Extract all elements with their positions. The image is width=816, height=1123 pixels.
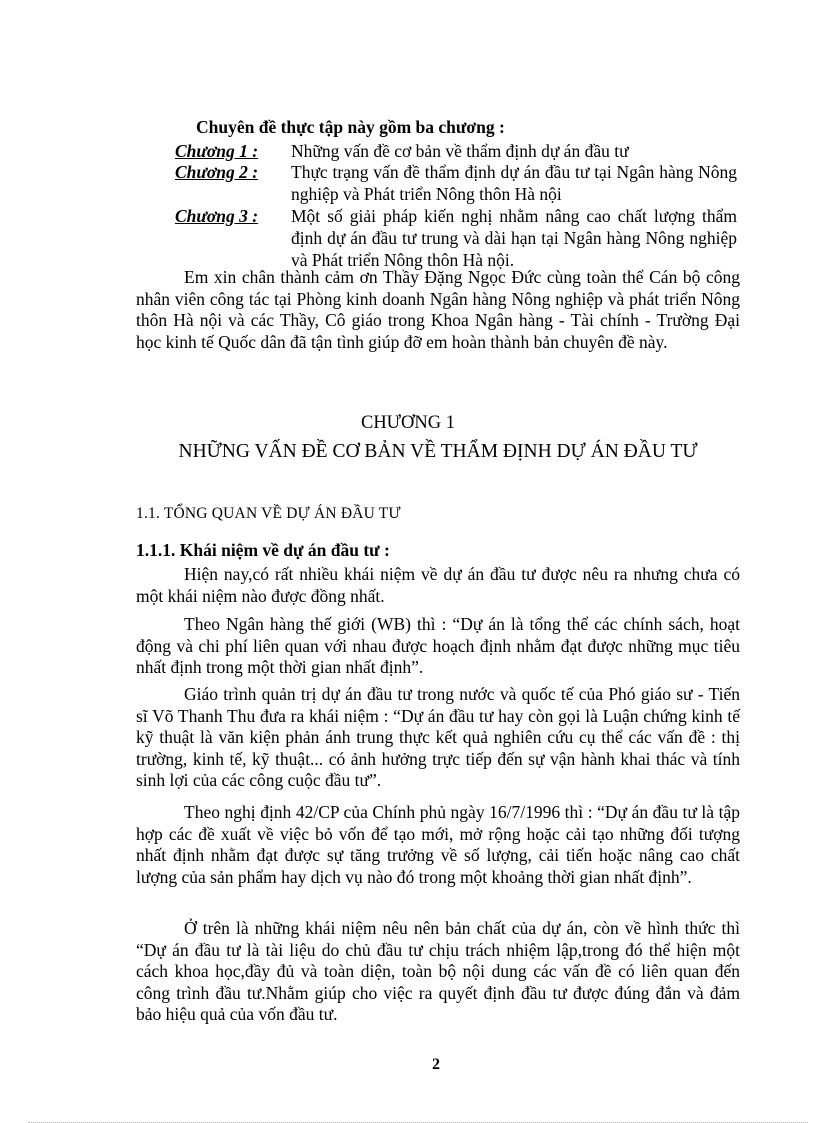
chapter-list-item — [175, 140, 745, 162]
body-paragraph: Hiện nay,có rất nhiều khái niệm về dự án đầu tư được nêu ra nhưng chưa có một khái niệm nào được đồng nhất. — [136, 564, 740, 606]
chapter-list-item — [175, 205, 745, 271]
body-paragraph: Theo nghị định 42/CP của Chính phủ ngày 16/7/1996 thì : “Dự án đầu tư là tập hợp các đề xuất về việc bỏ vốn để tạo mới, mở rộng hoặc cải tạo những đối tượng nhất định nhằm đạt được sự tăng trưởng về số lượng, cải tiến hoặc nâng cao chất lượng của sản phẩm hay dịch vụ nào đó trong một khoảng thời gian nhất định”. — [136, 802, 740, 887]
chapter-subtitle: NHỮNG VẤN ĐỀ CƠ BẢN VỀ THẨM ĐỊNH DỰ ÁN ĐẦU TƯ — [178, 441, 698, 462]
page-number: 2 — [432, 1056, 440, 1073]
body-paragraph: Ở trên là những khái niệm nêu nên bản chất của dự án, còn về hình thức thì “Dự án đầu tư là tài liệu do chủ đầu tư chịu trách nhiệm lập,trong đó thể hiện một cách khoa học,đầy đủ và toàn diện, toàn bộ nội dung các vấn đề có liên quan đến công trình đầu tư.Nhằm giúp cho việc ra quyết định đầu tư được đúng đắn và đảm bảo hiệu quả của vốn đầu tư. — [136, 918, 740, 1025]
chapter-description: Thực trạng vấn đề thẩm định dự án đầu tư tại Ngân hàng Nông nghiệp và Phát triển Nông thôn Hà nội — [291, 162, 737, 204]
body-paragraph: Theo Ngân hàng thế giới (WB) thì : “Dự án là tổng thể các chính sách, hoạt động và chi phí liên quan với nhau được hoạch định nhằm đạt được những mục tiêu nhất định trong một thời gian nhất định”. — [136, 614, 740, 678]
acknowledgement-paragraph: Em xin chân thành cảm ơn Thầy Đặng Ngọc Đức cùng toàn thể Cán bộ công nhân viên công tác tại Phòng kinh doanh Ngân hàng Nông nghiệp và phát triển Nông thôn Hà nội và các Thầy, Cô giáo trong Khoa Ngân hàng - Tài chính - Trường Đại học kinh tế Quốc dân đã tận tình giúp đỡ em hoàn thành bản chuyên đề này. — [136, 267, 740, 352]
body-paragraph: Giáo trình quản trị dự án đầu tư trong nước và quốc tế của Phó giáo sư - Tiến sĩ Võ Thanh Thu đưa ra khái niệm : “Dự án đầu tư hay còn gọi là Luận chứng kinh tế kỹ thuật là văn kiện phản ánh trung thực kết quả nghiên cứu cụ thể các vấn đề : thị trường, kinh tế, kỹ thuật... có ảnh hưởng trực tiếp đến sự vận hành khai thác và tính sinh lợi của các công cuộc đầu tư”. — [136, 684, 740, 791]
chapter-description: Một số giải pháp kiến nghị nhằm nâng cao chất lượng thẩm định dự án đầu tư trung và dài hạn tại Ngân hàng Nông nghiệp và Phát triển Nông thôn Hà nội. — [291, 206, 737, 270]
chapter-label: Chương 1 : — [175, 141, 259, 161]
subsection-heading: 1.1.1. Khái niệm về dự án đầu tư : — [136, 540, 390, 560]
chapter-list-item — [175, 161, 745, 205]
chapter-label: Chương 3 : — [175, 206, 259, 226]
chapter-title: CHƯƠNG 1 — [360, 413, 455, 433]
section-heading: 1.1. TỔNG QUAN VỀ DỰ ÁN ĐẦU TƯ — [136, 505, 401, 522]
chapter-label: Chương 2 : — [175, 162, 259, 182]
intro-heading: Chuyên đề thực tập này gồm ba chương : — [196, 117, 505, 137]
chapter-description: Những vấn đề cơ bản về thẩm định dự án đầu tư — [291, 141, 629, 161]
